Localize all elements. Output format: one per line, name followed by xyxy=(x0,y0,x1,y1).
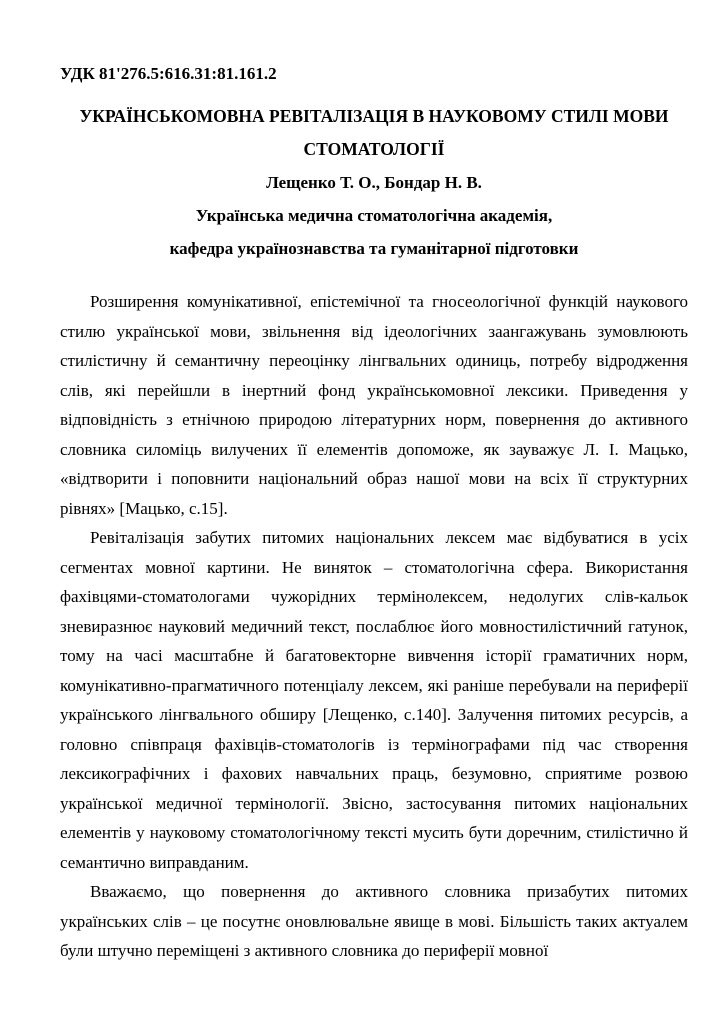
body-paragraph-2: Ревіталізація забутих питомих національних лексем має відбуватися в усіх сегментах мовної картини. Не виняток – стоматологічна сфера. Використання фахівцями-стоматологами чужорідних термінолексем, недолугих слів-кальок зневиразнює науковий медичний текст, послаблює його мовностилістичний гатунок, тому на часі масштабне й багатовекторне вивчення історії граматичних норм, комунікативно-прагматичного потенціалу лексем, які раніше перебували на периферії українського лінгвального обширу [Лещенко, с.140]. Залучення питомих ресурсів, а головно співпраця фахівців-стоматологів із термінографами під час створення лексикографічних і фахових навчальних праць, безумовно, сприятиме розвою української медичної термінології. Звісно, застосування питомих національних елементів у науковому стоматологічному тексті мусить бути доречним, стилістично й семантично виправданим. xyxy=(60,528,688,872)
article-title-line1: УКРАЇНСЬКОМОВНА РЕВІТАЛІЗАЦІЯ В НАУКОВОМУ СТИЛІ МОВИ xyxy=(79,106,669,126)
body-paragraph-3: Вважаємо, що повернення до активного словника призабутих питомих українських слів – це посутнє оновлювальне явище в мові. Більшість таких актуалем були штучно переміщені з активного словника до периферії мовної xyxy=(60,882,688,960)
udc-code: УДК 81'276.5:616.31:81.161.2 xyxy=(60,64,277,83)
page-content xyxy=(60,0,688,966)
affiliation-block xyxy=(60,199,688,265)
authors-line: Лещенко Т. О., Бондар Н. В. xyxy=(266,173,482,192)
article-title-line2: СТОМАТОЛОГІЇ xyxy=(303,139,445,159)
article-title xyxy=(60,100,688,166)
affiliation-line2: кафедра українознавства та гуманітарної підготовки xyxy=(169,239,579,258)
affiliation-line1: Українська медична стоматологічна академія, xyxy=(195,206,553,225)
body-paragraph-1: Розширення комунікативної, епістемічної та гносеологічної функцій наукового стилю української мови, звільнення від ідеологічних заангажувань зумовлюють стилістичну й семантичну переоцінку лінгвальних одиниць, потребу відродження слів, які перейшли в інертний фонд українськомовної лексики. Приведення у відповідність з етнічною природою літературних норм, повернення до активного словника силоміць вилучених її елементів допоможе, як зауважує Л. І. Мацько, «відтворити і поповнити національний образ нашої мови на всіх її структурних рівнях» [Мацько, с.15]. xyxy=(60,292,688,518)
article-body xyxy=(60,287,688,966)
